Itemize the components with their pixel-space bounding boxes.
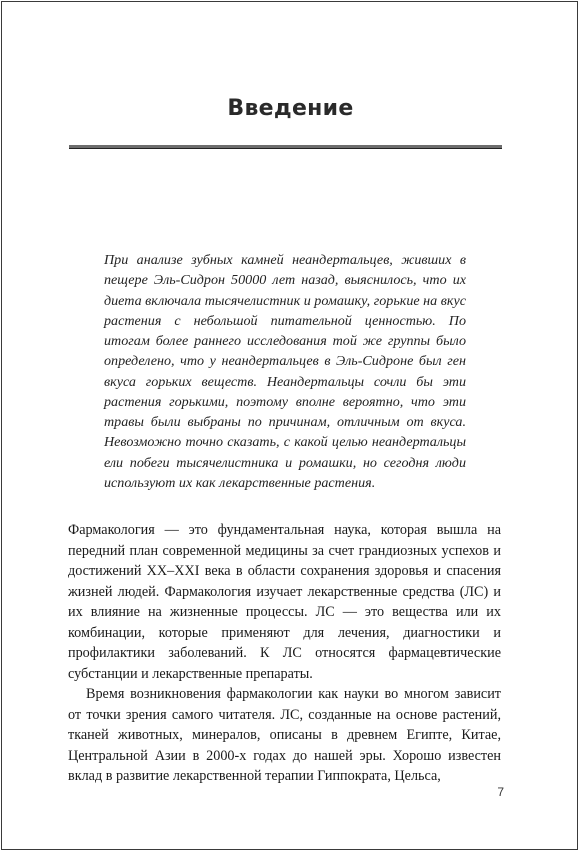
- title-underline-rule: [69, 145, 502, 149]
- body-text: [68, 520, 501, 787]
- body-paragraph: Фармакология — это фундаментальная наука, которая вышла на передний план современной медицины за счет грандиозных успехов и достижений XX–XXI века в области сохранения здоровья и спасения жизней людей. Фармакология изучает лекарственные средства (ЛС) и их влияние на жизненные процессы. ЛС — это вещества или их комбинации, которые применяют для лечения, диагностики и профилактики заболеваний. К ЛС относятся фармацевтические субстанции и лекарственные препараты.: [68, 522, 501, 682]
- body-paragraph: Время возникновения фармакологии как науки во многом зависит от точки зрения самого читателя. ЛС, созданные на основе растений, тканей животных, минералов, описаны в древнем Египте, Китае, Центральной Азии в 2000-х годах до нашей эры. Хорошо известен вклад в развитие лекарственной терапии Гиппократа, Цельса,: [68, 686, 501, 784]
- chapter-title: Введение: [227, 96, 354, 121]
- epigraph-quote: При анализе зубных камней неандертальцев, живших в пещере Эль-Сидрон 50000 лет назад, выяснилось, что их диета включала тысячелистник и ромашку, горькие на вкус растения с небольшой питательной ценностью. По итогам более раннего исследования той же группы было определено, что у неандертальцев в Эль-Сидроне был ген вкуса горьких веществ. Неандертальцы сочли бы эти растения горькими, поэтому вполне вероятно, что эти травы были выбраны по причинам, отличным от вкуса. Невозможно точно сказать, с какой целью неандертальцы ели побеги тысячелистника и ромашки, но сегодня люди используют их как лекарственные растения.: [104, 252, 466, 491]
- page-number: 7: [497, 785, 504, 799]
